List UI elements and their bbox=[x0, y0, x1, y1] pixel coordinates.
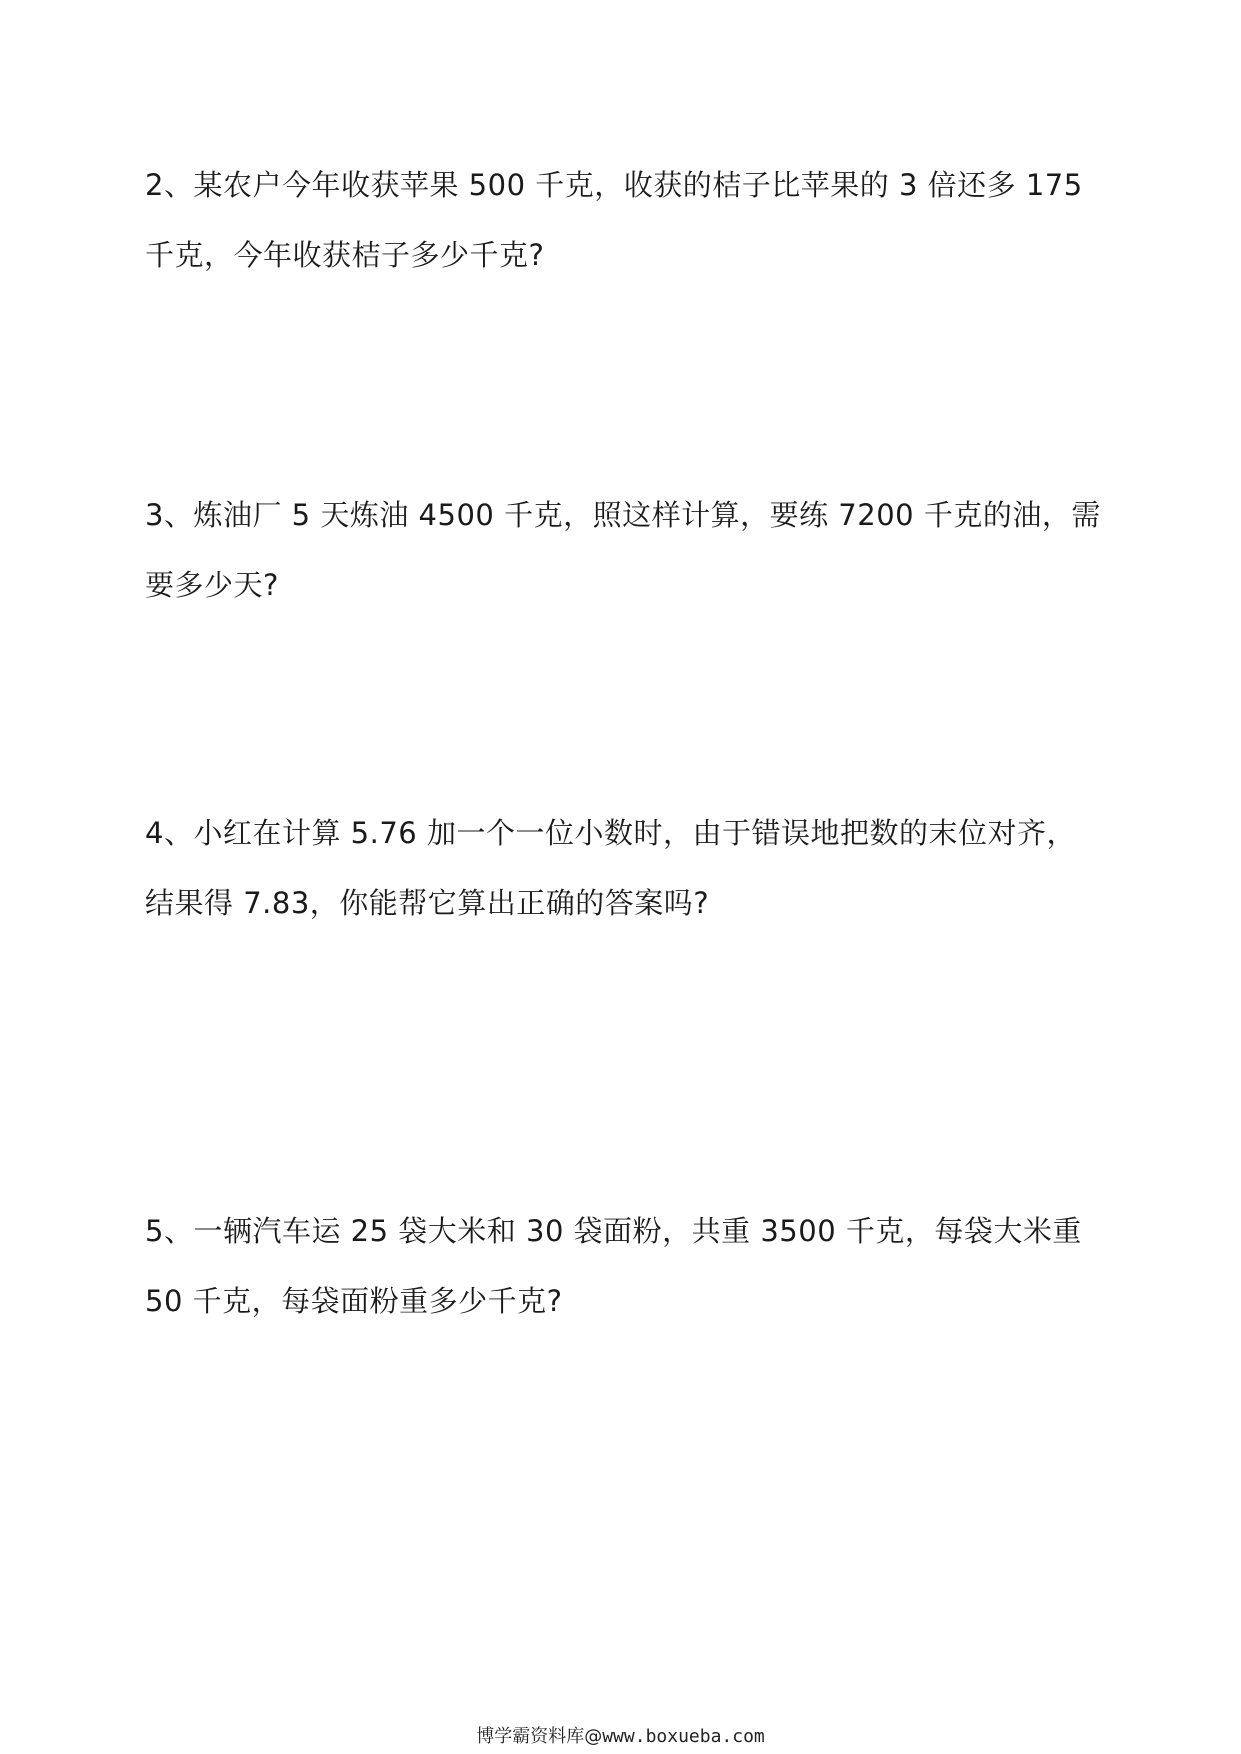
word-problem-5 bbox=[145, 1196, 1082, 1336]
problem-line: 千克，今年收获桔子多少千克? bbox=[145, 238, 545, 272]
problem-line: 要多少天? bbox=[145, 568, 279, 602]
problem-line: 4、小红在计算 5.76 加一个一位小数时，由于错误地把数的末位对齐， bbox=[145, 816, 1076, 850]
problem-line: 5、一辆汽车运 25 袋大米和 30 袋面粉，共重 3500 千克，每袋大米重 bbox=[145, 1214, 1082, 1248]
problem-line: 2、某农户今年收获苹果 500 千克，收获的桔子比苹果的 3 倍还多 175 bbox=[145, 168, 1083, 202]
footer-site-link[interactable]: www.boxueba.com bbox=[602, 1726, 765, 1747]
footer-brand: 博学霸资料库@ bbox=[476, 1726, 603, 1747]
word-problem-3 bbox=[145, 480, 1101, 620]
problem-line: 结果得 7.83，你能帮它算出正确的答案吗? bbox=[145, 886, 710, 920]
word-problem-4 bbox=[145, 798, 1075, 938]
problem-line: 50 千克，每袋面粉重多少千克? bbox=[145, 1284, 563, 1318]
problem-line: 3、炼油厂 5 天炼油 4500 千克，照这样计算，要练 7200 千克的油，需 bbox=[145, 498, 1101, 532]
page-footer bbox=[0, 1722, 1241, 1748]
word-problem-2 bbox=[145, 150, 1083, 290]
